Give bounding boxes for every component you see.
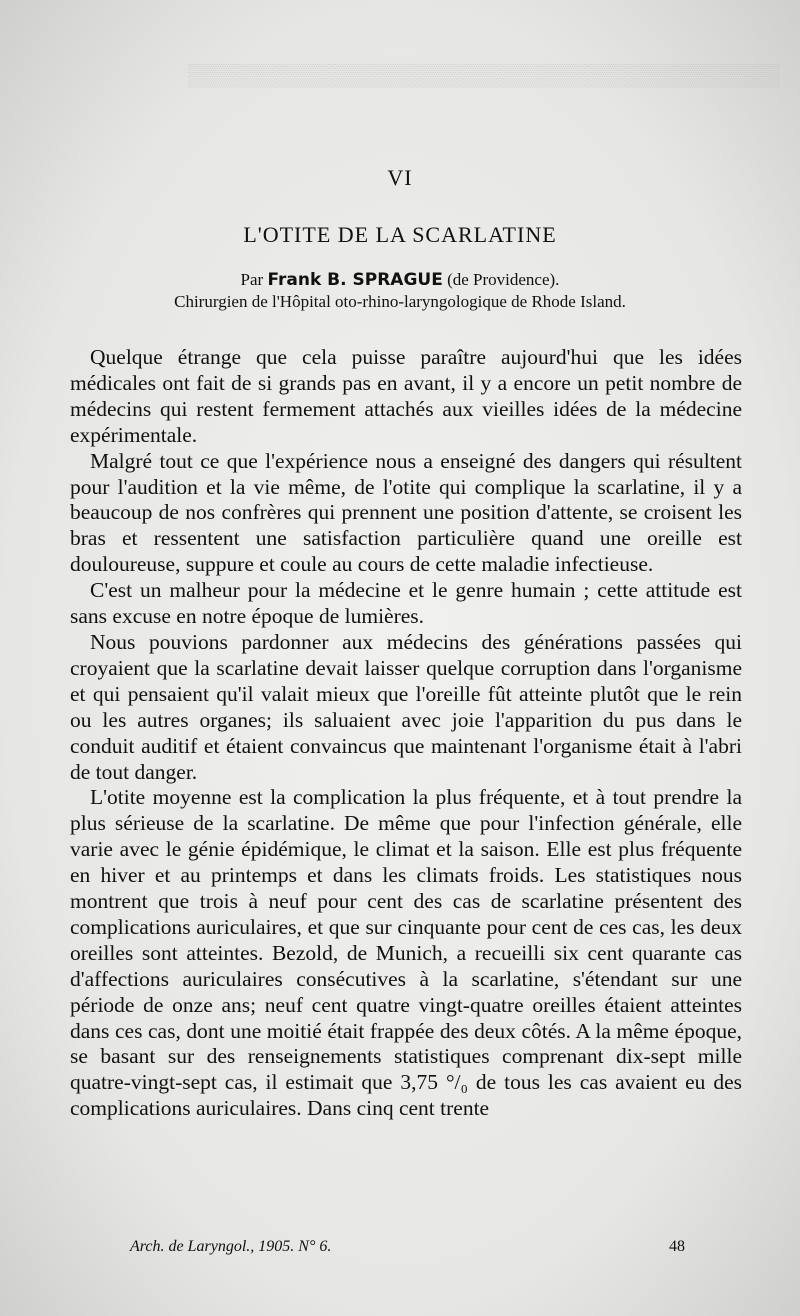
byline: [0, 270, 800, 290]
author-affiliation: Chirurgien de l'Hôpital oto-rhino-laryngologique de Rhode Island.: [174, 292, 626, 311]
paragraph: Malgré tout ce que l'expérience nous a enseigné des dangers qui résultent pour l'audition et la vie même, de l'otite qui complique la scarlatine, il y a beaucoup de nos confrères qui prennent une position d'attente, se croisent les bras et ressentent une satisfaction particulière quand une oreille est douloureuse, suppure et coule au cours de cette maladie infectieuse.: [70, 448, 742, 577]
author-name: Frank B. SPRAGUE: [267, 270, 443, 290]
paragraph: C'est un malheur pour la médecine et le genre humain ; cette attitude est sans excuse en notre époque de lumières.: [70, 578, 742, 629]
page-footer: [130, 1238, 685, 1256]
paragraph: Nous pouvions pardonner aux médecins des générations passées qui croyaient que la scarlatine devait laisser quelque corruption dans l'organisme et qui pensaient qu'il valait mieux que l'oreille fût atteinte plutôt que le rein ou les autres organes; ils saluaient avec joie l'apparition du pus dans le conduit auditif et étaient convaincus que maintenant l'organisme était à l'abri de tout danger.: [70, 629, 742, 784]
paragraph: Quelque étrange que cela puisse paraître aujourd'hui que les idées médicales ont fait de si grands pas en avant, il y a encore un petit nombre de médecins qui restent fermement attachés aux vieilles idées de la médecine expérimentale.: [70, 345, 742, 447]
article-title: L'OTITE DE LA SCARLATINE: [243, 222, 557, 247]
article-body: [70, 345, 742, 1122]
author-location: (de Providence).: [447, 270, 560, 289]
paragraph: L'otite moyenne est la complication la plus fréquente, et à tout prendre la plus sérieuse de la scarlatine. De même que pour l'infection générale, elle varie avec le génie épidémique, le climat et la saison. Elle est plus fréquente en hiver et au printemps et dans les climats froids. Les statistiques nous montrent que trois à neuf pour cent des cas de scarlatine présentent des complications auriculaires, et que sur cinquante pour cent de ces cas, les deux oreilles sont atteintes. Bezold, de Munich, a recueilli six cent quarante cas d'affections auriculaires consécutives à la scarlatine, s'étendant sur une période de onze ans; neuf cent quatre vingt-quatre oreilles étaient atteintes dans ces cas, dont une moitié était frappée des deux côtés. A la même époque, se basant sur des renseignements statistiques comprenant dix-sept mille quatre-vingt-sept cas, il estimait que 3,75 °/₀ de tous les cas avaient eu des complications auriculaires. Dans cinq cent trente: [70, 785, 742, 1121]
byline-prefix: Par: [240, 270, 264, 289]
journal-reference: Arch. de Laryngol., 1905. N° 6.: [130, 1238, 332, 1255]
show-through-texture: ▒▒▒▒▒▒▒▒▒▒▒▒▒▒▒▒▒▒▒▒▒▒▒▒▒▒▒▒▒▒▒▒▒▒▒▒▒▒: [187, 62, 780, 87]
chapter-number: VI: [387, 165, 413, 190]
page-number: 48: [669, 1238, 685, 1255]
